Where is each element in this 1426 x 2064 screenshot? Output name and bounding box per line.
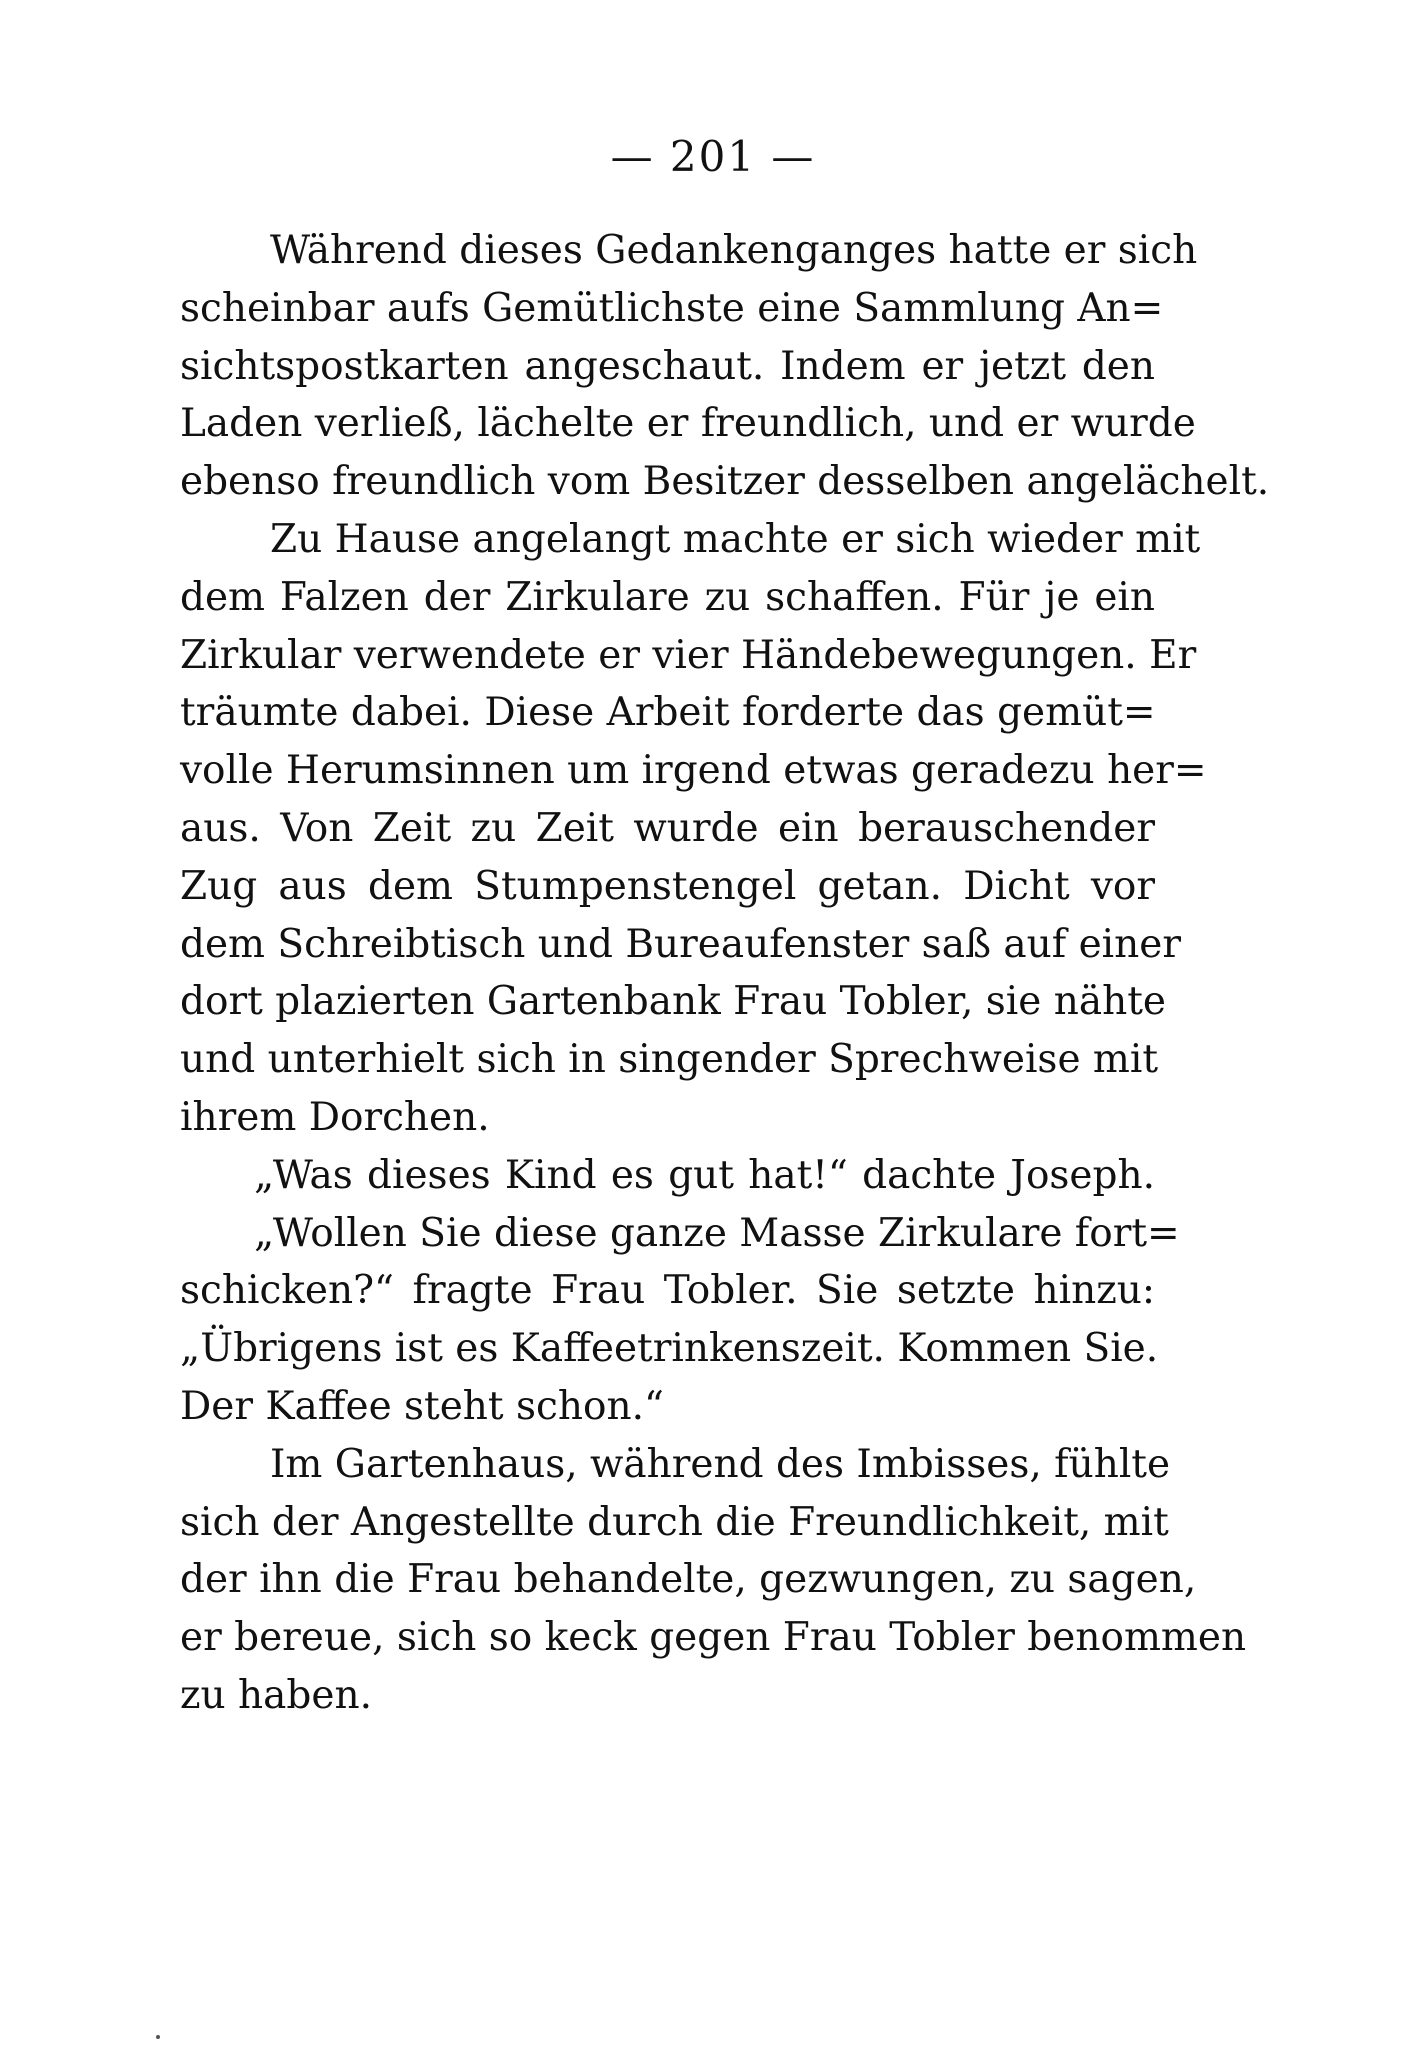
paragraph-line: scheinbar aufs Gemütlichste eine Sammlung An= xyxy=(180,285,1164,331)
dialog-line: „Was dieses Kind es gut hat!“ dachte Joseph. xyxy=(254,1152,1155,1198)
paragraph-line: „Übrigens ist es Kaffeetrinkenszeit. Kommen Sie. xyxy=(180,1326,1159,1372)
paragraph-line: Der Kaffee steht schon.“ xyxy=(180,1383,664,1429)
paragraph-line: sich der Angestellte durch die Freundlichkeit, mit xyxy=(180,1499,1169,1545)
dialog-line: „Wollen Sie diese ganze Masse Zirkulare fort= xyxy=(254,1210,1180,1256)
paragraph-line: und unterhielt sich in singender Sprechweise mit xyxy=(180,1037,1159,1083)
paragraph-line: er bereue, sich so keck gegen Frau Tobler benommen xyxy=(180,1615,1247,1661)
paragraph-line: Zug aus dem Stumpenstengel getan. Dicht vor xyxy=(180,863,1155,909)
paragraph-line: Zirkular verwendete er vier Händebewegungen. Er xyxy=(180,632,1197,678)
paragraph-line: zu haben. xyxy=(180,1672,372,1718)
paragraph-line: aus. Von Zeit zu Zeit wurde ein berauschender xyxy=(180,805,1155,851)
paragraph-line: dem Falzen der Zirkulare zu schaffen. Für je ein xyxy=(180,574,1155,620)
paragraph-line: träumte dabei. Diese Arbeit forderte das gemüt= xyxy=(180,690,1156,736)
paragraph-line: dort plazierten Gartenbank Frau Tobler, sie nähte xyxy=(180,979,1166,1025)
paragraph-line: ihrem Dorchen. xyxy=(180,1094,490,1140)
paragraph-line: sichtspostkarten angeschaut. Indem er jetzt den xyxy=(180,343,1155,389)
paragraph-line: dem Schreibtisch und Bureaufenster saß auf einer xyxy=(180,921,1181,967)
paragraph-line: Im Gartenhaus, während des Imbisses, fühlte xyxy=(270,1441,1171,1487)
paragraph-line: Während dieses Gedankenganges hatte er sich xyxy=(270,228,1198,273)
paragraph-line: der ihn die Frau behandelte, gezwungen, zu sagen, xyxy=(180,1557,1197,1603)
body-text xyxy=(180,222,1270,1725)
paper-speck xyxy=(156,2035,160,2039)
paragraph-line: schicken?“ fragte Frau Tobler. Sie setzte hinzu: xyxy=(180,1268,1155,1314)
page-number: — 201 — xyxy=(610,132,816,181)
paragraph-line: ebenso freundlich vom Besitzer desselben angelächelt. xyxy=(180,459,1270,505)
paragraph-line: Laden verließ, lächelte er freundlich, und er wurde xyxy=(180,401,1196,447)
paragraph-line: Zu Hause angelangt machte er sich wieder mit xyxy=(270,516,1201,562)
paragraph-line: volle Herumsinnen um irgend etwas geradezu her= xyxy=(180,748,1207,794)
